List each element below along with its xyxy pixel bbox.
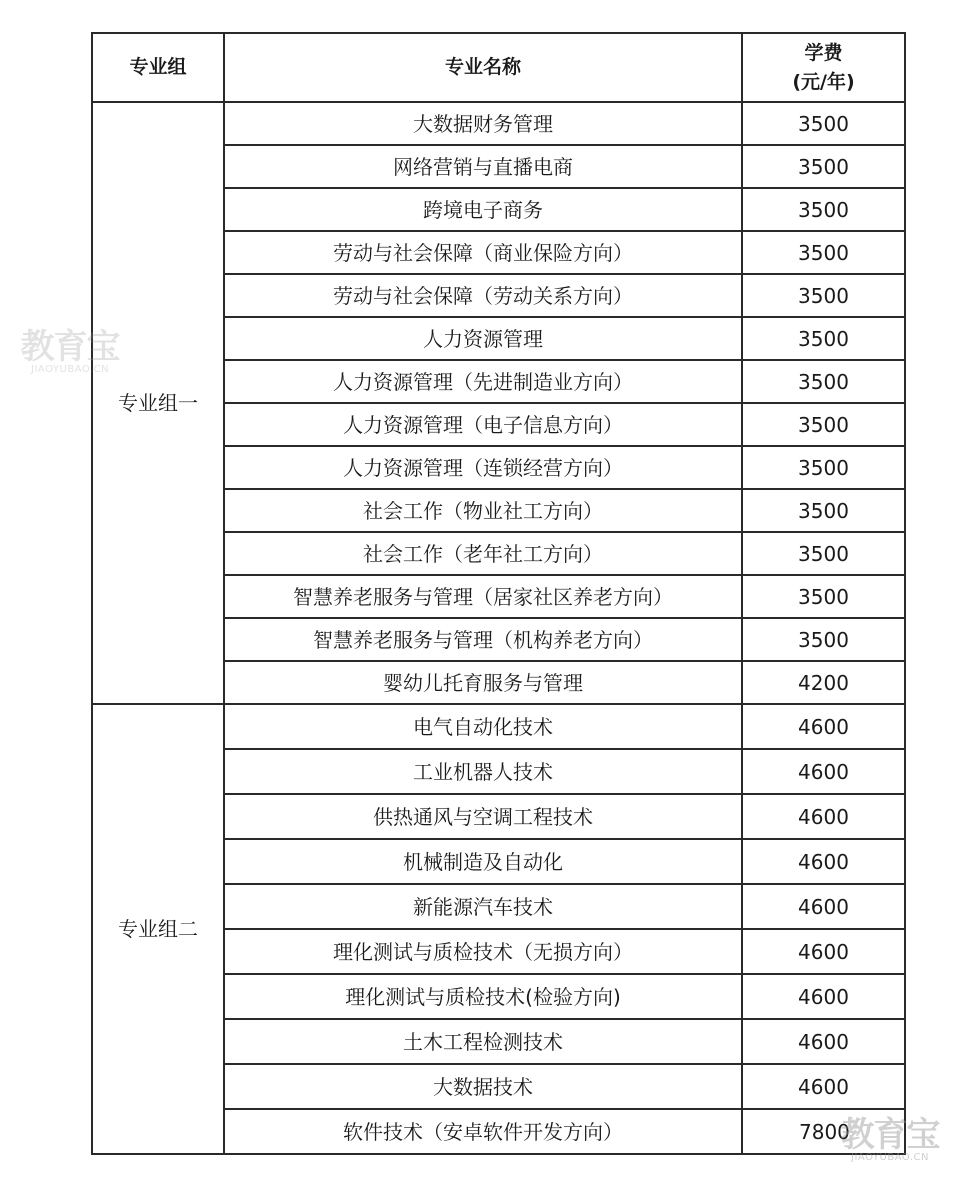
tuition-fee: 3500 [742, 360, 905, 403]
watermark-text: 教育宝 [840, 1115, 940, 1155]
tuition-fee: 7800 [742, 1109, 905, 1154]
group-label: 专业组二 [92, 704, 224, 1154]
major-name: 大数据财务管理 [224, 102, 742, 145]
major-name: 电气自动化技术 [224, 704, 742, 749]
tuition-fee: 4600 [742, 749, 905, 794]
major-name: 跨境电子商务 [224, 188, 742, 231]
major-name: 理化测试与质检技术（无损方向） [224, 929, 742, 974]
tuition-fee: 3500 [742, 532, 905, 575]
major-name: 供热通风与空调工程技术 [224, 794, 742, 839]
table-row [92, 102, 905, 145]
watermark-url: JIAOYUBAO.CN [31, 364, 109, 375]
tuition-fee: 3500 [742, 618, 905, 661]
header-row [92, 33, 905, 102]
fee-table [91, 32, 906, 1155]
major-name: 社会工作（物业社工方向） [224, 489, 742, 532]
fee-table-container [91, 32, 904, 1155]
tuition-fee: 4600 [742, 884, 905, 929]
watermark-text: 教育宝 [20, 327, 120, 367]
tuition-fee: 4200 [742, 661, 905, 704]
major-name: 新能源汽车技术 [224, 884, 742, 929]
major-name: 理化测试与质检技术(检验方向) [224, 974, 742, 1019]
major-name: 土木工程检测技术 [224, 1019, 742, 1064]
tuition-fee: 4600 [742, 1019, 905, 1064]
tuition-fee: 3500 [742, 575, 905, 618]
group-label: 专业组一 [92, 102, 224, 704]
table-row [92, 704, 905, 749]
major-name: 人力资源管理（电子信息方向） [224, 403, 742, 446]
tuition-fee: 3500 [742, 317, 905, 360]
watermark-url: JIAOYUBAO.CN [851, 1152, 929, 1163]
tuition-fee: 4600 [742, 974, 905, 1019]
tuition-fee: 3500 [742, 102, 905, 145]
major-name: 社会工作（老年社工方向） [224, 532, 742, 575]
major-name: 软件技术（安卓软件开发方向） [224, 1109, 742, 1154]
major-name: 劳动与社会保障（商业保险方向） [224, 231, 742, 274]
header-fee [742, 33, 905, 102]
major-name: 劳动与社会保障（劳动关系方向） [224, 274, 742, 317]
tuition-fee: 4600 [742, 1064, 905, 1109]
major-name: 婴幼儿托育服务与管理 [224, 661, 742, 704]
tuition-fee: 3500 [742, 274, 905, 317]
tuition-fee: 4600 [742, 929, 905, 974]
tuition-fee: 3500 [742, 446, 905, 489]
header-name: 专业名称 [224, 33, 742, 102]
tuition-fee: 3500 [742, 231, 905, 274]
table-header [92, 33, 905, 102]
major-name: 人力资源管理（先进制造业方向） [224, 360, 742, 403]
header-fee-line2: (元/年) [792, 70, 855, 93]
table-body [92, 102, 905, 1154]
tuition-fee: 3500 [742, 489, 905, 532]
tuition-fee: 3500 [742, 403, 905, 446]
tuition-fee: 4600 [742, 794, 905, 839]
major-name: 智慧养老服务与管理（机构养老方向） [224, 618, 742, 661]
major-name: 机械制造及自动化 [224, 839, 742, 884]
major-name: 人力资源管理 [224, 317, 742, 360]
major-name: 工业机器人技术 [224, 749, 742, 794]
header-group: 专业组 [92, 33, 224, 102]
header-fee-line1: 学费 [804, 41, 843, 64]
major-name: 网络营销与直播电商 [224, 145, 742, 188]
major-name: 大数据技术 [224, 1064, 742, 1109]
major-name: 智慧养老服务与管理（居家社区养老方向） [224, 575, 742, 618]
tuition-fee: 3500 [742, 145, 905, 188]
major-name: 人力资源管理（连锁经营方向） [224, 446, 742, 489]
tuition-fee: 4600 [742, 704, 905, 749]
tuition-fee: 3500 [742, 188, 905, 231]
tuition-fee: 4600 [742, 839, 905, 884]
